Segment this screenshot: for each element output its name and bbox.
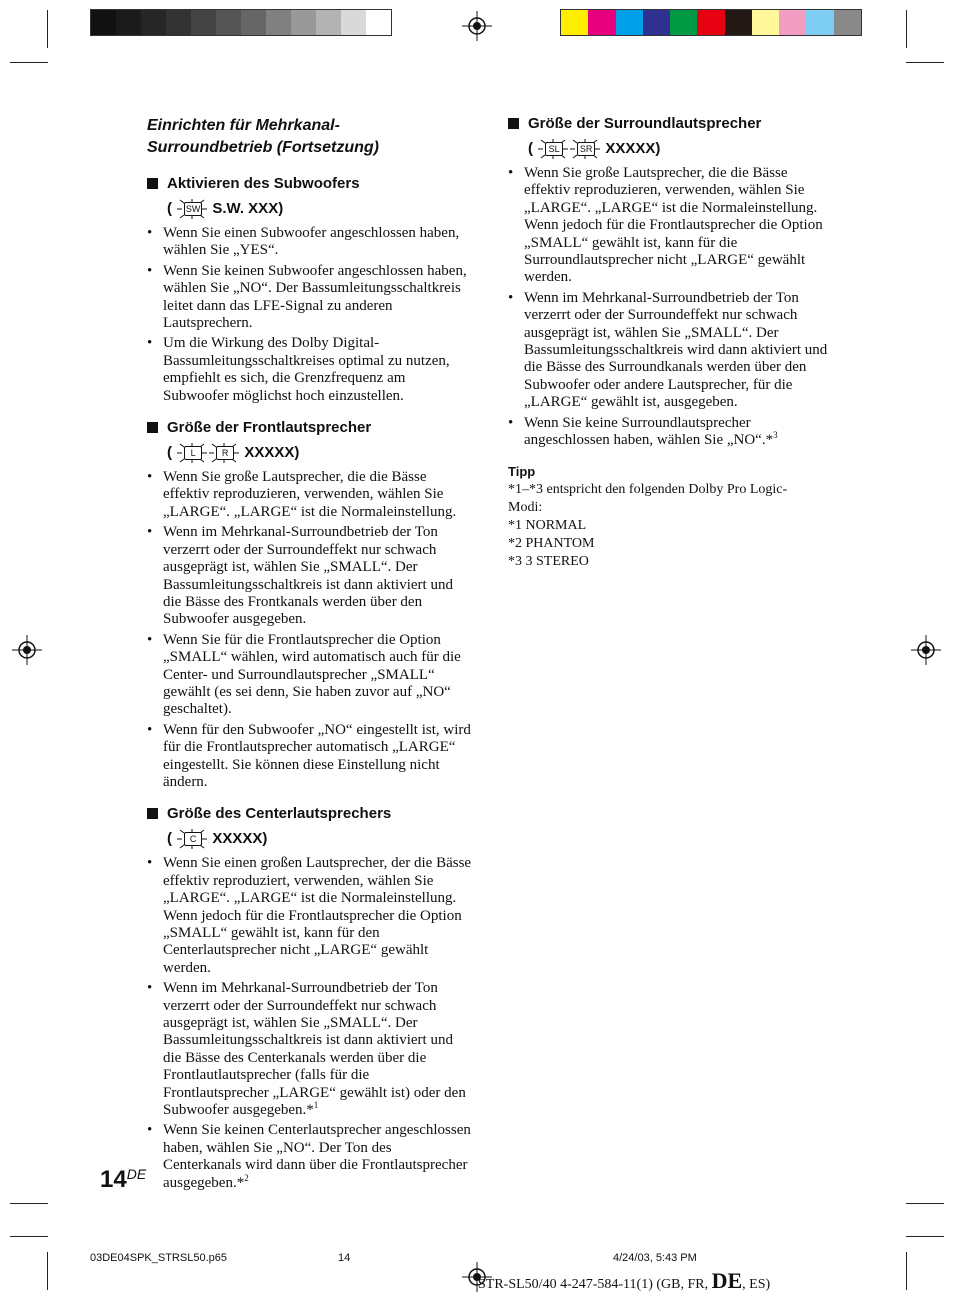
color-swatch [779, 10, 806, 35]
tip-block [508, 464, 828, 571]
list-item [147, 722, 472, 792]
footer-model-prefix: STR-SL50/40 4-247-584-11(1) (GB, FR, [478, 1277, 709, 1292]
tip-lines [508, 481, 828, 571]
color-swatch [116, 10, 141, 35]
list-item-text: Um die Wirkung des Dolby Digital-Bassumleitungsschaltkreises optimal zu nutzen, empfiehlt es sich, die Grenzfrequenz am Subwoofer möglichst hoch einzustellen. [163, 335, 450, 404]
crop-mark [10, 1236, 48, 1237]
section-heading-value: XXXXX) [244, 444, 300, 462]
color-swatch [725, 10, 752, 35]
square-bullet-icon [147, 178, 158, 189]
speaker-badge-label: C [184, 832, 202, 846]
list-item-text: Wenn Sie einen Subwoofer angeschlossen haben, wählen Sie „YES“. [163, 225, 460, 259]
list-item [147, 980, 472, 1119]
registration-mark-icon [12, 635, 42, 665]
registration-mark-icon [462, 11, 492, 41]
crop-mark [906, 1236, 944, 1237]
square-bullet-icon [147, 422, 158, 433]
list-item [508, 165, 828, 287]
footer-file: 03DE04SPK_STRSL50.p65 [90, 1252, 227, 1264]
crop-mark [906, 62, 944, 63]
bullet-list [147, 469, 472, 791]
section-heading-text: Größe des Centerlautsprechers [167, 805, 392, 823]
list-item-text: Wenn Sie große Lautsprecher, die die Bässe effektiv reproduzieren, verwenden, wählen Sie „LARGE“. „LARGE“ ist die Normaleinstellung. Wenn jedoch für die Frontlautsprecher die Option „SMALL“ gewählt ist, kann für die Surroundlautsprecher nicht „LARGE“ gewählt werden. [524, 165, 823, 286]
page-number-value: 14 [100, 1166, 127, 1193]
list-item [147, 632, 472, 719]
list-item-text: Wenn Sie keine Surroundlautsprecher angeschlossen haben, wählen Sie „NO“.* [524, 414, 774, 449]
tip-line: *1 NORMAL [508, 517, 587, 533]
section-heading-value: XXXXX) [212, 830, 268, 848]
list-item [147, 524, 472, 628]
list-item-text: Wenn im Mehrkanal-Surroundbetrieb der Ton verzerrt oder der Surroundeffekt nur schwach ausgeprägt ist, wählen Sie „SMALL“. Der Bassumleitungsschaltkreis ist dann aktiviert und die Bässe des Frontkanals werden über den Subwoofer ausgegeben. [163, 524, 453, 628]
section-title [147, 115, 472, 159]
footnote-ref: 1 [313, 1100, 319, 1111]
page-number [100, 1166, 146, 1194]
section-heading [147, 805, 472, 849]
color-swatch [366, 10, 391, 35]
section-heading [147, 419, 472, 463]
section-title-line: Einrichten für Mehrkanal- [147, 117, 340, 134]
speaker-badge-icon [177, 443, 207, 463]
list-item-text: Wenn für den Subwoofer „NO“ eingestellt ist, wird für die Frontlautsprecher automatisch „LARGE“ eingestellt. Sie können diese Einstellung nicht ändern. [163, 721, 471, 790]
left-column [147, 115, 472, 1206]
list-item [147, 335, 472, 405]
color-swatch [191, 10, 216, 35]
color-swatch [670, 10, 697, 35]
section-heading-text: Aktivieren des Subwoofers [167, 175, 360, 192]
section-heading-text: Größe der Surroundlautsprecher [528, 115, 762, 132]
speaker-badge-icon [177, 199, 207, 219]
list-item-text: Wenn Sie für die Frontlautsprecher die Option „SMALL“ wählen, wird automatisch auch für die Center- und Surroundlautsprecher „SMALL“ gewählt (es sei denn, Sie haben zuvor auf „NO“ geschaltet). [163, 631, 461, 718]
list-item [508, 290, 828, 412]
color-swatch [616, 10, 643, 35]
right-column [508, 115, 828, 571]
tip-line: Modi: [508, 499, 543, 515]
color-swatch [316, 10, 341, 35]
list-item [147, 1122, 472, 1192]
color-swatch [806, 10, 833, 35]
section-heading-line2: ( L R XXXXX) [167, 443, 472, 463]
crop-mark [47, 10, 48, 48]
list-item-text: Wenn Sie keinen Subwoofer angeschlossen haben, wählen Sie „NO“. Der Bassumleitungsschaltkreis leitet dann das LFE-Signal zu anderen Lautsprechern. [163, 262, 467, 332]
crop-mark [906, 10, 907, 48]
crop-mark [906, 1252, 907, 1290]
color-swatch [697, 10, 724, 35]
settings-section [508, 115, 828, 450]
list-item [508, 415, 828, 450]
process-color-bar [560, 9, 862, 36]
footer-model-lang: DE [711, 1268, 743, 1293]
color-swatch [643, 10, 670, 35]
tip-line: *1–*3 entspricht den folgenden Dolby Pro Logic- [508, 481, 788, 497]
list-item [147, 225, 472, 260]
right-section [508, 115, 828, 450]
color-swatch [166, 10, 191, 35]
section-heading-line2: ( C XXXXX) [167, 829, 472, 849]
bullet-list [147, 225, 472, 405]
color-swatch [141, 10, 166, 35]
section-heading [147, 175, 472, 219]
speaker-badge-label: SL [545, 142, 563, 156]
speaker-badge-label: SR [577, 142, 595, 156]
color-swatch [291, 10, 316, 35]
list-item-text: Wenn Sie keinen Centerlautsprecher angeschlossen haben, wählen Sie „NO“. Der Ton des Centerkanals wird dann über die Frontlautsprecher ausgegeben.* [163, 1122, 471, 1191]
footnote-ref: 3 [773, 430, 778, 441]
speaker-badge-label: R [216, 446, 234, 460]
crop-mark [906, 1203, 944, 1204]
color-swatch [341, 10, 366, 35]
list-item-text: Wenn im Mehrkanal-Surroundbetrieb der Ton verzerrt oder der Surroundeffekt nur schwach ausgeprägt ist, wählen Sie „SMALL“. Der Bassumleitungsschaltkreis wird dann aktiviert und die Bässe des Surroundkanals werden über den Subwoofer oder andere Lautsprecher, für die „LARGE“ gewählt ist, ausgegeben. [524, 289, 828, 411]
square-bullet-icon [147, 808, 158, 819]
section-heading-line2: ( SL SR XXXXX) [528, 139, 828, 159]
color-swatch [241, 10, 266, 35]
tip-line: *2 PHANTOM [508, 535, 595, 551]
color-swatch [266, 10, 291, 35]
settings-section [147, 419, 472, 791]
section-heading-value: S.W. XXX) [212, 199, 284, 217]
left-sections [147, 175, 472, 1192]
footer-model-suffix: , ES) [742, 1277, 771, 1292]
speaker-badge-label: SW [185, 204, 201, 214]
section-heading-text: Größe der Frontlautsprecher [167, 419, 372, 437]
list-item [147, 855, 472, 977]
tip-label: Tipp [508, 463, 536, 479]
footer-page: 14 [338, 1252, 351, 1264]
section-heading [508, 115, 828, 159]
speaker-badge-icon [570, 139, 600, 159]
section-heading-value: XXXXX) [605, 139, 661, 157]
speaker-badge-icon [538, 139, 568, 159]
bullet-list [147, 855, 472, 1192]
registration-mark-icon [911, 635, 941, 665]
grayscale-color-bar [90, 9, 392, 36]
settings-section [147, 175, 472, 405]
section-title-line: Surroundbetrieb (Fortsetzung) [147, 139, 379, 156]
crop-mark [10, 62, 48, 63]
color-swatch [588, 10, 615, 35]
color-swatch [216, 10, 241, 35]
section-heading-line2: ( SW S.W. XXX) [167, 199, 472, 219]
footnote-ref: 2 [244, 1172, 249, 1183]
list-item-text: Wenn im Mehrkanal-Surroundbetrieb der Ton verzerrt oder der Surroundeffekt nur schwach ausgeprägt ist, wählen Sie „SMALL“. Der Bassumleitungsschaltkreis ist dann aktiviert und die Bässe des Centerkanals werden über die Frontlautlautsprecher (falls für die Frontlautsprecher „LARGE“ gewählt ist) oder den Subwoofer ausgegeben.* [163, 980, 466, 1119]
speaker-badge-icon [177, 829, 207, 849]
color-swatch [752, 10, 779, 35]
speaker-badge-icon [209, 443, 239, 463]
list-item-text: Wenn Sie einen großen Lautsprecher, der die Bässe effektiv reproduziert, verwenden, wählen Sie „LARGE“. „LARGE“ ist die Normaleinstellung. Wenn jedoch für die Frontlautsprecher die Option „SMALL“ gewählt ist, kann für den Centerlautsprecher nicht „LARGE“ gewählt werden. [163, 855, 472, 976]
bullet-list [508, 165, 828, 450]
color-swatch [561, 10, 588, 35]
list-item [147, 263, 472, 333]
list-item [147, 469, 472, 521]
tip-line: *3 3 STEREO [508, 553, 589, 569]
list-item-text: Wenn Sie große Lautsprecher, die die Bässe effektiv reproduzieren, verwenden, wählen Sie „LARGE“. „LARGE“ ist die Normaleinstellung. [163, 469, 457, 520]
crop-mark [47, 1252, 48, 1290]
settings-section [147, 805, 472, 1192]
page-number-suffix: DE [126, 1166, 147, 1182]
speaker-badge-label: L [184, 446, 202, 460]
crop-mark [10, 1203, 48, 1204]
square-bullet-icon [508, 118, 519, 129]
color-swatch [834, 10, 861, 35]
footer-date: 4/24/03, 5:43 PM [613, 1252, 697, 1264]
footer-model [478, 1268, 770, 1294]
color-swatch [91, 10, 116, 35]
